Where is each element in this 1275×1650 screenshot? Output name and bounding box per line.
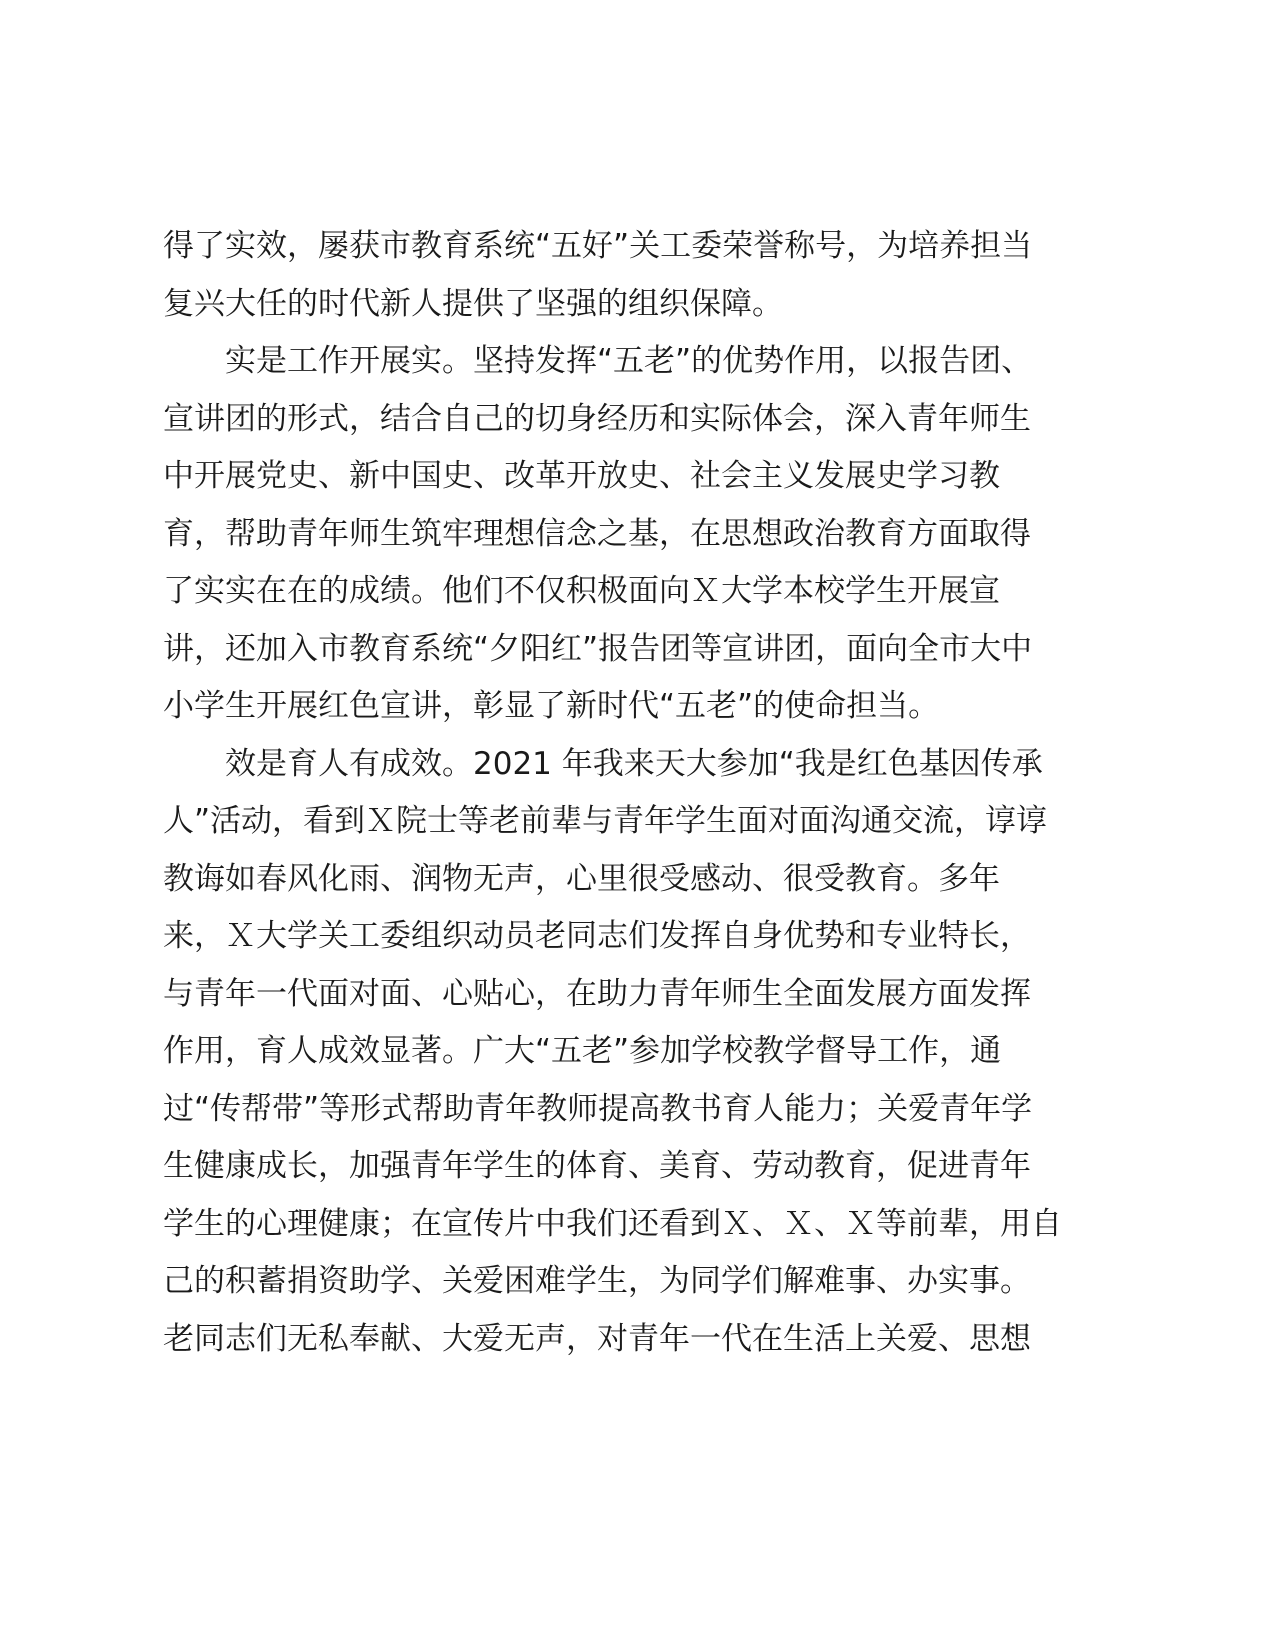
paragraph-start-line: 效是育人有成效。2021 年我来天大参加“我是红色基因传承 xyxy=(225,745,1043,782)
text-line: 中开展党史、新中国史、改革开放史、社会主义发展史学习教 xyxy=(163,458,1000,494)
text-line: 宣讲团的形式，结合自己的切身经历和实际体会，深入青年师生 xyxy=(163,400,1031,437)
text-line: 小学生开展红色宣讲，彰显了新时代“五老”的使命担当。 xyxy=(163,688,940,724)
text-line: 育，帮助青年师生筑牢理想信念之基，在思想政治教育方面取得 xyxy=(163,515,1031,552)
text-line: 教诲如春风化雨、润物无声，心里很受感动、很受教育。多年 xyxy=(163,860,1000,897)
text-line: 复兴大任的时代新人提供了坚强的组织保障。 xyxy=(163,285,783,322)
text-line: 老同志们无私奉献、大爱无声，对青年一代在生活上关爱、思想 xyxy=(163,1320,1031,1357)
text-line: 与青年一代面对面、心贴心，在助力青年师生全面发展方面发挥 xyxy=(163,975,1031,1012)
text-line: 作用，育人成效显著。广大“五老”参加学校教学督导工作，通 xyxy=(163,1033,1002,1069)
text-line: 过“传帮带”等形式帮助青年教师提高教书育人能力；关爱青年学 xyxy=(163,1090,1033,1127)
text-line: 来，Ｘ大学关工委组织动员老同志们发挥自身优势和专业特长， xyxy=(163,918,1031,954)
paragraph-start-line: 实是工作开展实。坚持发挥“五老”的优势作用，以报告团、 xyxy=(225,343,1033,379)
text-line: 生健康成长，加强青年学生的体育、美育、劳动教育，促进青年 xyxy=(163,1148,1031,1184)
text-line: 讲，还加入市教育系统“夕阳红”报告团等宣讲团，面向全市大中 xyxy=(163,630,1033,667)
text-line: 得了实效，屡获市教育系统“五好”关工委荣誉称号，为培养担当 xyxy=(163,228,1033,264)
text-line: 学生的心理健康；在宣传片中我们还看到Ｘ、Ｘ、Ｘ等前辈，用自 xyxy=(163,1205,1062,1242)
body-text xyxy=(163,218,1123,1368)
text-line: 己的积蓄捐资助学、关爱困难学生，为同学们解难事、办实事。 xyxy=(163,1263,1031,1299)
text-line: 人”活动，看到Ｘ院士等老前辈与青年学生面对面沟通交流，谆谆 xyxy=(163,803,1048,839)
text-line: 了实实在在的成绩。他们不仅积极面向Ｘ大学本校学生开展宣 xyxy=(163,573,1000,609)
